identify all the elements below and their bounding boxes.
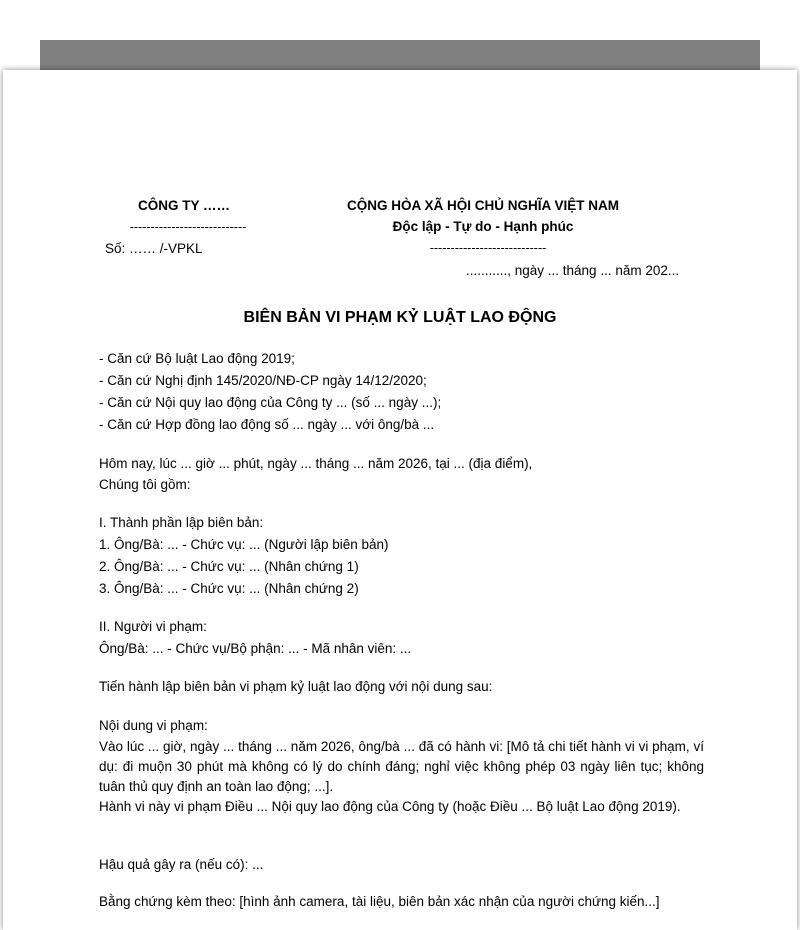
nation-name: CỘNG HÒA XÃ HỘI CHỦ NGHĨA VIỆT NAM bbox=[346, 198, 619, 213]
basis-line: - Căn cứ Hợp đồng lao động số ... ngày ... với ông/bà ... bbox=[99, 417, 435, 432]
consequence-line: Hậu quả gây ra (nếu có): ... bbox=[99, 857, 264, 872]
document-number: Số: …… /-VPKL bbox=[105, 241, 203, 256]
participant-line: 3. Ông/Bà: ... - Chức vụ: ... (Nhân chứng 2) bbox=[99, 581, 359, 596]
evidence-line: Bằng chứng kèm theo: [hình ảnh camera, tài liệu, biên bản xác nhận của người chứng kiến...] bbox=[99, 894, 660, 909]
intro-line: Hôm nay, lúc ... giờ ... phút, ngày ... tháng ... năm 2026, tại ... (địa điểm), bbox=[99, 456, 533, 471]
participant-line: 1. Ông/Bà: ... - Chức vụ: ... (Người lập biên bản) bbox=[99, 537, 389, 552]
basis-line: - Căn cứ Bộ luật Lao động 2019; bbox=[99, 351, 295, 366]
proceed-statement: Tiến hành lập biên bản vi phạm kỷ luật lao động với nội dung sau: bbox=[99, 679, 493, 694]
basis-line: - Căn cứ Nội quy lao động của Công ty ... (số ... ngày ...); bbox=[99, 395, 442, 410]
violator-detail: Ông/Bà: ... - Chức vụ/Bộ phận: ... - Mã nhân viên: ... bbox=[99, 641, 412, 656]
document-page bbox=[3, 70, 797, 930]
participant-line: 2. Ông/Bà: ... - Chức vụ: ... (Nhân chứng 1) bbox=[99, 559, 359, 574]
basis-line: - Căn cứ Nghị định 145/2020/NĐ-CP ngày 14/12/2020; bbox=[99, 373, 427, 388]
section1-heading: I. Thành phần lập biên bản: bbox=[99, 515, 264, 530]
violation-heading: Nội dung vi phạm: bbox=[99, 718, 208, 733]
section2-heading: II. Người vi phạm: bbox=[99, 619, 207, 634]
date-line: ..........., ngày ... tháng ... năm 202... bbox=[466, 263, 680, 278]
company-rule: ---------------------------- bbox=[129, 220, 247, 234]
nation-motto: Độc lập - Tự do - Hạnh phúc bbox=[392, 219, 574, 234]
document-title: BIÊN BẢN VI PHẠM KỶ LUẬT LAO ĐỘNG bbox=[243, 309, 557, 326]
violation-description: Vào lúc ... giờ, ngày ... tháng ... năm 2026, ông/bà ... đã có hành vi: [Mô tả chi tiết hành vi vi phạm, ví dụ: đi muộn 30 phút mà không có lý do chính đáng; nghỉ việc không phép 03 ngày liên tục; không tuân thủ quy định an toàn lao động; ...]. bbox=[99, 739, 704, 794]
company-name: CÔNG TY …… bbox=[137, 198, 230, 213]
motto-rule: ---------------------------- bbox=[429, 241, 547, 255]
violation-article: Hành vi này vi phạm Điều ... Nội quy lao động của Công ty (hoặc Điều ... Bộ luật Lao động 2019). bbox=[99, 799, 681, 814]
intro-line: Chúng tôi gồm: bbox=[99, 477, 191, 492]
